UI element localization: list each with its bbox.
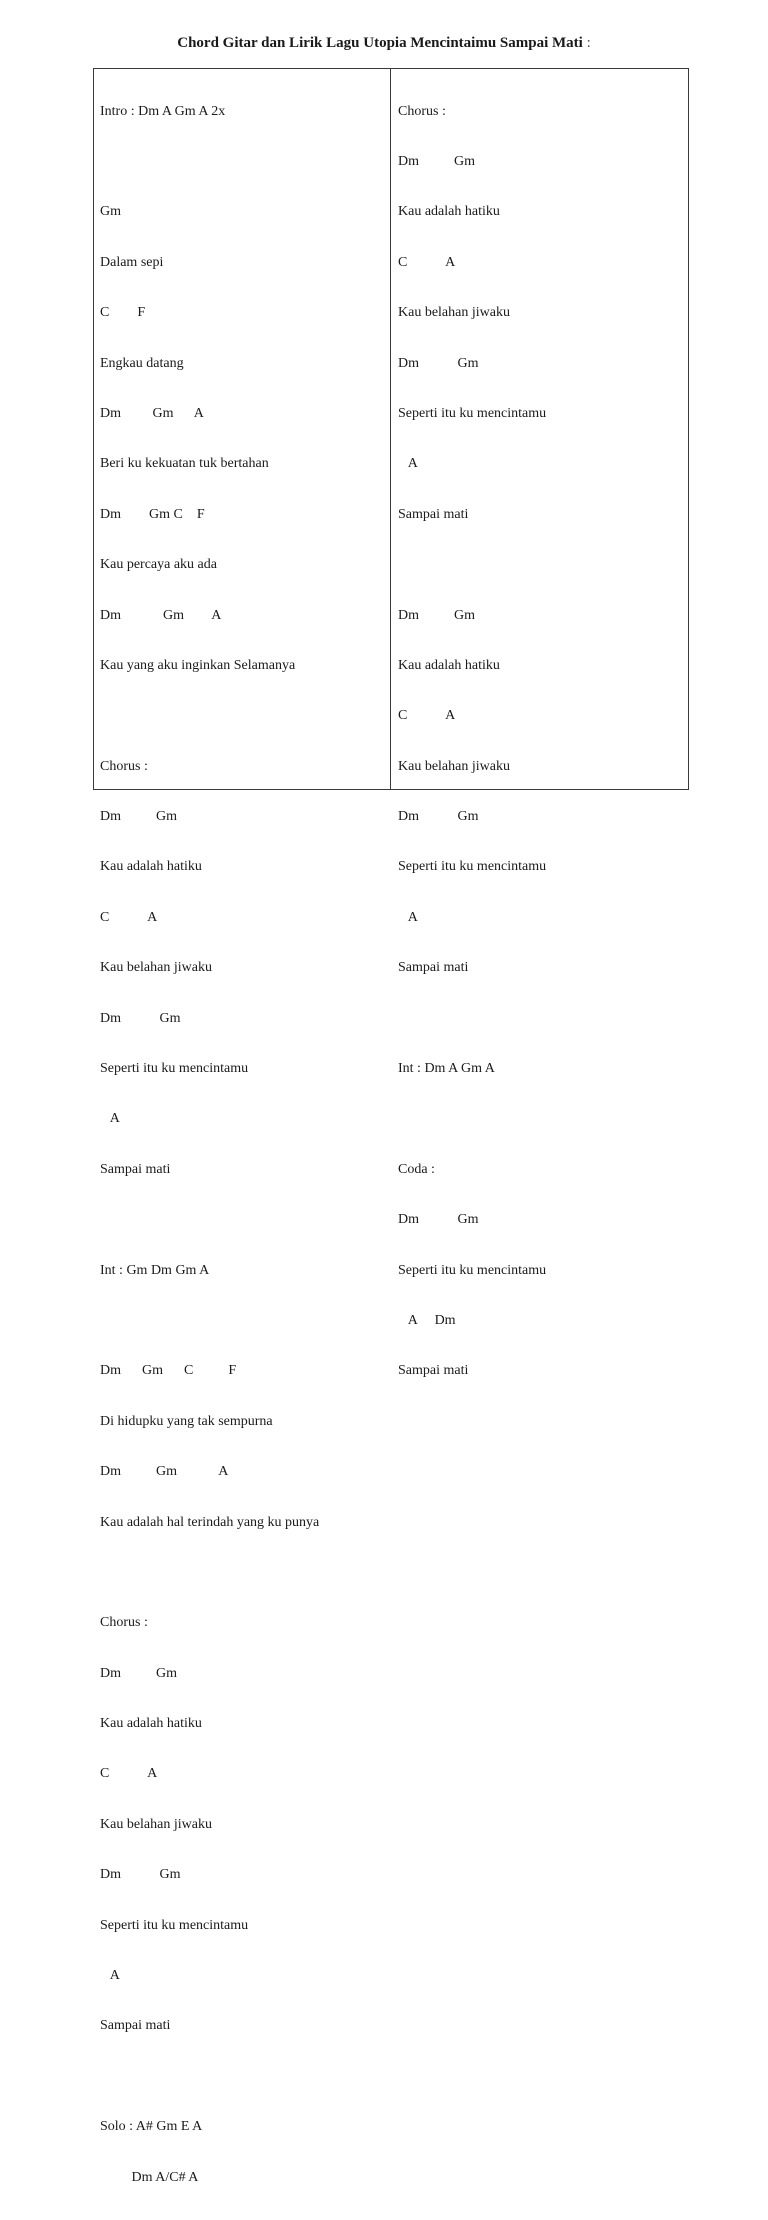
lyric-line: Seperti itu ku mencintamu bbox=[100, 1917, 249, 1933]
lyric-line: Seperti itu ku mencintamu bbox=[398, 1262, 547, 1278]
blank-line bbox=[100, 2069, 319, 2086]
chord-lyrics-table bbox=[93, 68, 689, 2185]
chord-line: A Dm bbox=[398, 1312, 456, 1328]
chord-line: Dm Gm A bbox=[100, 405, 204, 421]
lyric-line: Kau belahan jiwaku bbox=[398, 305, 510, 321]
blank-line bbox=[100, 1313, 319, 1330]
lyric-line: Kau belahan jiwaku bbox=[100, 1816, 212, 1832]
chord-line: Dm Gm bbox=[100, 1867, 181, 1883]
blank-line bbox=[398, 557, 546, 574]
chord-line: C A bbox=[100, 1766, 158, 1782]
page-title bbox=[0, 34, 768, 52]
chord-line: Dm Gm A bbox=[100, 607, 222, 623]
chord-line: Dm Gm bbox=[398, 809, 479, 825]
blank-line bbox=[398, 1011, 546, 1028]
blank-line bbox=[100, 708, 319, 725]
lyric-line: Seperti itu ku mencintamu bbox=[100, 1061, 249, 1077]
section-chorus: Chorus : bbox=[100, 758, 148, 774]
lyric-line: Kau belahan jiwaku bbox=[398, 758, 510, 774]
chord-line: Dm Gm A bbox=[100, 1464, 229, 1480]
chord-line: C A bbox=[398, 254, 456, 270]
lyric-line: Seperti itu ku mencintamu bbox=[398, 405, 547, 421]
section-chorus: Chorus : bbox=[398, 103, 446, 119]
lyric-line: Kau yang aku inginkan Selamanya bbox=[100, 657, 296, 673]
chord-line: Gm bbox=[100, 204, 121, 220]
lyric-line: Kau adalah hatiku bbox=[100, 859, 202, 875]
chord-line: C A bbox=[100, 909, 158, 925]
chord-line: Dm Gm bbox=[100, 1010, 181, 1026]
chord-line: Dm Gm bbox=[398, 153, 475, 169]
section-intro: Intro : Dm A Gm A 2x bbox=[100, 103, 226, 119]
chord-line: A bbox=[100, 1968, 120, 1984]
chord-line: Dm Gm bbox=[100, 809, 177, 825]
lyric-line: Seperti itu ku mencintamu bbox=[398, 859, 547, 875]
section-interlude: Int : Gm Dm Gm A bbox=[100, 1262, 210, 1278]
chord-line: Dm Gm C F bbox=[100, 506, 205, 522]
chord-line: Dm Gm bbox=[398, 355, 479, 371]
lyric-line: Kau adalah hatiku bbox=[398, 657, 500, 673]
lyric-line: Dalam sepi bbox=[100, 254, 164, 270]
lyric-line: Beri ku kekuatan tuk bertahan bbox=[100, 456, 269, 472]
lyric-line: Di hidupku yang tak sempurna bbox=[100, 1413, 273, 1429]
lyric-line: Sampai mati bbox=[100, 2018, 171, 2034]
lyric-line: Engkau datang bbox=[100, 355, 184, 371]
page-title-text: Chord Gitar dan Lirik Lagu Utopia Mencintaimu Sampai Mati bbox=[177, 35, 583, 51]
lyric-line: Kau percaya aku ada bbox=[100, 557, 217, 573]
right-column bbox=[398, 70, 546, 1414]
lyric-line: Sampai mati bbox=[398, 1363, 469, 1379]
lyric-line: Sampai mati bbox=[100, 1161, 171, 1177]
section-chorus: Chorus : bbox=[100, 1615, 148, 1631]
chord-line: A bbox=[398, 456, 418, 472]
blank-line bbox=[100, 1212, 319, 1229]
chord-line: C F bbox=[100, 305, 146, 321]
blank-line bbox=[100, 1565, 319, 1582]
chord-line: A bbox=[398, 909, 418, 925]
chord-line: Dm Gm bbox=[398, 607, 475, 623]
section-coda: Coda : bbox=[398, 1161, 435, 1177]
chord-line: Dm Gm bbox=[100, 1665, 177, 1681]
lyric-line: Kau adalah hal terindah yang ku punya bbox=[100, 1514, 320, 1530]
lyric-line: Kau adalah hatiku bbox=[100, 1716, 202, 1732]
section-interlude: Int : Dm A Gm A bbox=[398, 1061, 495, 1077]
chord-line: Dm Gm bbox=[398, 1212, 479, 1228]
column-divider bbox=[390, 69, 391, 789]
lyric-line: Sampai mati bbox=[398, 506, 469, 522]
chord-line: Dm Gm C F bbox=[100, 1363, 237, 1379]
chord-line: Dm A/C# A bbox=[100, 2169, 199, 2185]
page-title-colon: : bbox=[582, 35, 591, 51]
lyric-line: Kau adalah hatiku bbox=[398, 204, 500, 220]
section-solo: Solo : A# Gm E A bbox=[100, 2119, 203, 2135]
chord-line: A bbox=[100, 1111, 120, 1127]
lyric-line: Sampai mati bbox=[398, 960, 469, 976]
lyric-line: Kau belahan jiwaku bbox=[100, 960, 212, 976]
blank-line bbox=[398, 1111, 546, 1128]
blank-line bbox=[100, 154, 319, 171]
chord-line: C A bbox=[398, 708, 456, 724]
left-column bbox=[100, 70, 319, 2220]
